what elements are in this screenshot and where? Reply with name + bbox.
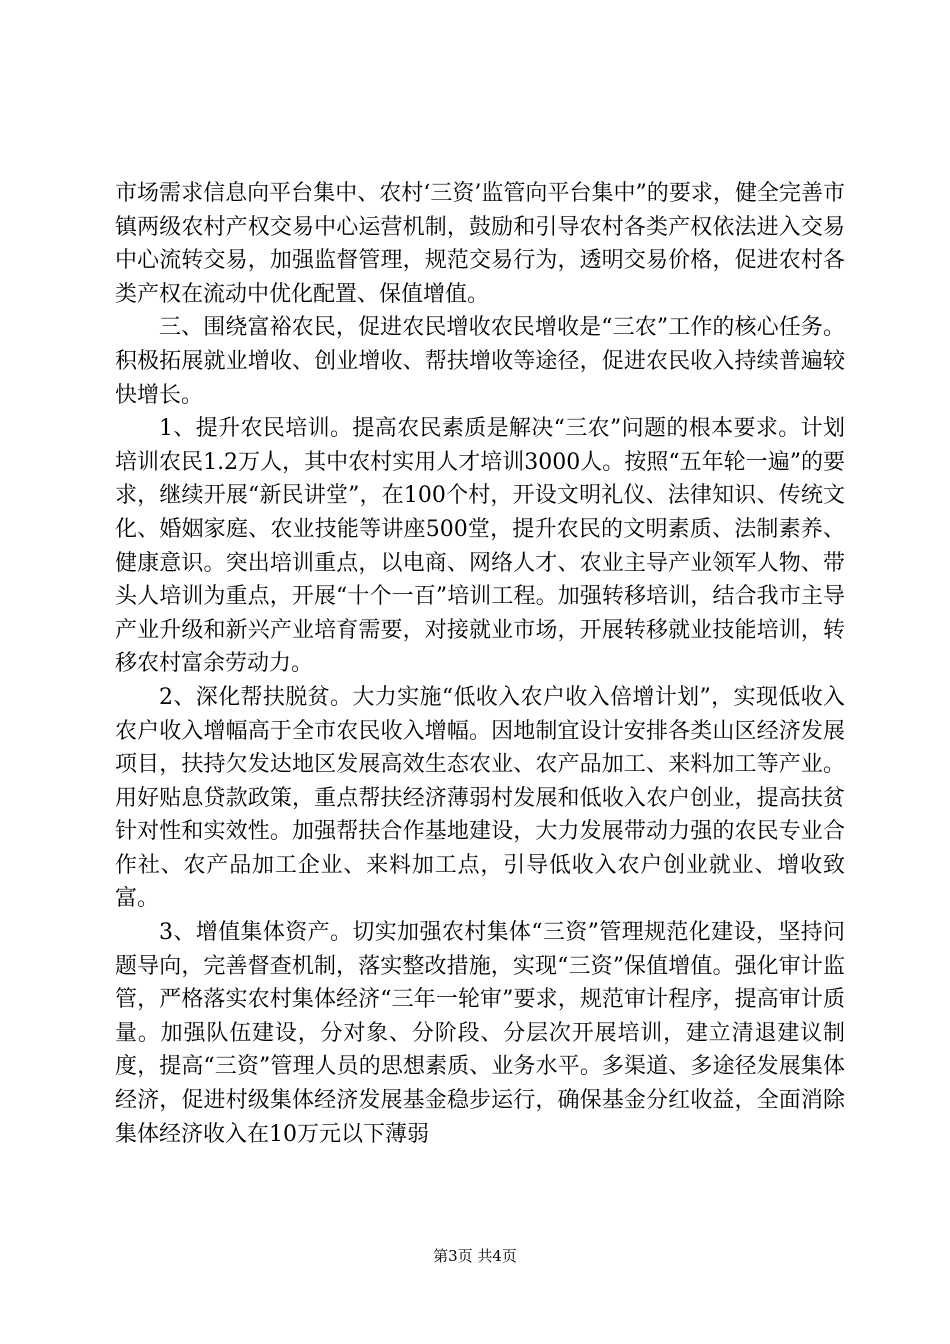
- paragraph-continuation: 市场需求信息向平台集中、农村‘三资’监管向平台集中”的要求，健全完善市镇两级农村产权交易中心运营机制，鼓励和引导农村各类产权依法进入交易中心流转交易，加强监督管理，规范交易行为，透明交易价格，促进农村各类产权在流动中优化配置、保值增值。: [115, 181, 845, 307]
- paragraph-collective-assets: 3、增值集体资产。切实加强农村集体“三资”管理规范化建设，坚持问题导向，完善督查机制，落实整改措施，实现“三资”保值增值。强化审计监管，严格落实农村集体经济“三年一轮审”要求，规范审计程序，提高审计质量。加强队伍建设，分对象、分阶段、分层次开展培训，建立清退建议制度，提高“三资”管理人员的思想素质、业务水平。多渠道、多途径发展集体经济，促进村级集体经济发展基金稳步运行，确保基金分红收益，全面消除集体经济收入在10万元以下薄弱: [115, 920, 845, 1147]
- paragraph-section-three: 三、围绕富裕农民，促进农民增收农民增收是“三农”工作的核心任务。积极拓展就业增收、创业增收、帮扶增收等途径，促进农民收入持续普遍较快增长。: [115, 315, 845, 408]
- page-number-footer: 第3页 共4页: [433, 1247, 517, 1265]
- paragraph-farmer-training: 1、提升农民培训。提高农民素质是解决“三农”问题的根本要求。计划培训农民1.2万人，其中农村实用人才培训3000人。按照“五年轮一遍”的要求，继续开展“新民讲堂”，在100个村，开设文明礼仪、法律知识、传统文化、婚姻家庭、农业技能等讲座500堂，提升农民的文明素质、法制素养、健康意识。突出培训重点，以电商、网络人才、农业主导产业领军人物、带头人培训为重点，开展“十个一百”培训工程。加强转移培训，结合我市主导产业升级和新兴产业培育需要，对接就业市场，开展转移就业技能培训，转移农村富余劳动力。: [115, 416, 845, 677]
- paragraph-poverty-assistance: 2、深化帮扶脱贫。大力实施“低收入农户收入倍增计划”，实现低收入农户收入增幅高于全市农民收入增幅。因地制宜设计安排各类山区经济发展项目，扶持欠发达地区发展高效生态农业、农产品加工、来料加工等产业。用好贴息贷款政策，重点帮扶经济薄弱村发展和低收入农户创业，提高扶贫针对性和实效性。加强帮扶合作基地建设，大力发展带动力强的农民专业合作社、农产品加工企业、来料加工点，引导低收入农户创业就业、增收致富。: [115, 684, 845, 912]
- document-body: [115, 177, 845, 1151]
